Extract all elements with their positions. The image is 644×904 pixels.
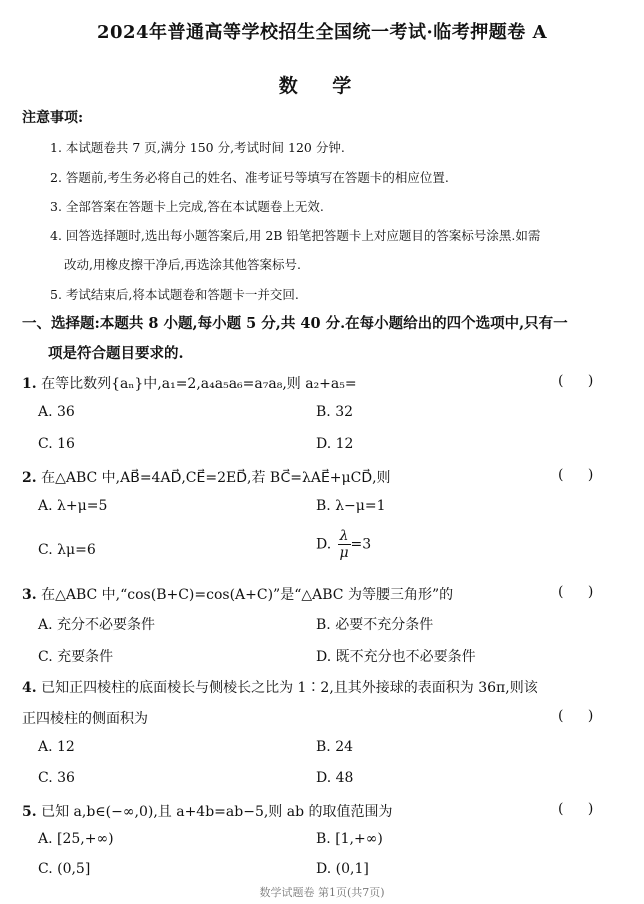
option-d: D. (0,1] [316, 861, 369, 877]
answer-paren: ( ) [558, 467, 594, 483]
option-b: B. [1,+∞) [316, 831, 383, 847]
exam-title: 2024年普通高等学校招生全国统一考试·临考押题卷 A [96, 22, 548, 43]
fraction-tail: =3 [350, 536, 372, 553]
option-b: B. 24 [316, 739, 354, 755]
question-stem: 在△ABC 中,AB⃗=4AD⃗,CE⃗=2ED⃗,若 BC⃗=λAE⃗+μCD⃗,则 [41, 470, 391, 486]
notice-item-continued: 改动,用橡皮擦干净后,再选涂其他答案标号. [64, 257, 301, 272]
option-d: D. 既不充分也不必要条件 [316, 649, 476, 665]
question-4-continued: 正四棱柱的侧面积为 [22, 711, 148, 727]
page-footer: 数学试题卷 第1页(共7页) [259, 886, 385, 899]
option-d [316, 528, 371, 561]
fraction-numerator: λ [339, 528, 349, 544]
option-c: C. (0,5] [38, 861, 91, 877]
fraction [338, 528, 351, 561]
notice-item: 2. 答题前,考生务必将自己的姓名、准考证号等填写在答题卡的相应位置. [50, 170, 449, 185]
option-b: B. 32 [316, 404, 354, 420]
answer-paren: ( ) [558, 801, 594, 817]
notice-item: 5. 考试结束后,将本试题卷和答题卡一并交回. [50, 287, 299, 302]
answer-paren: ( ) [558, 373, 594, 389]
option-c: C. λμ=6 [38, 542, 96, 558]
notice-item: 4. 回答选择题时,选出每小题答案后,用 2B 铅笔把答题卡上对应题目的答案标号涂黑.如需 [50, 228, 541, 243]
section-heading-continued: 项是符合题目要求的. [48, 345, 184, 362]
option-d-label: D. [316, 536, 336, 553]
fraction-denominator: μ [339, 545, 349, 561]
subject-title: 数 学 [278, 75, 366, 97]
question-stem: 在等比数列{aₙ}中,a₁=2,a₄a₅a₆=a₇a₈,则 a₂+a₅= [41, 376, 357, 392]
question-2 [22, 467, 391, 487]
option-a: A. λ+μ=5 [38, 498, 108, 514]
option-c: C. 16 [38, 436, 75, 452]
section-heading: 一、选择题:本题共 8 小题,每小题 5 分,共 40 分.在每小题给出的四个选项中,只有一 [22, 315, 568, 332]
question-4 [22, 677, 538, 697]
option-d: D. 48 [316, 770, 354, 786]
option-b: B. λ−μ=1 [316, 498, 386, 514]
question-number: 2. [22, 470, 37, 486]
option-c: C. 充要条件 [38, 649, 114, 665]
answer-paren: ( ) [558, 708, 594, 724]
option-a: A. [25,+∞) [38, 831, 114, 847]
question-5 [22, 801, 393, 821]
option-d: D. 12 [316, 436, 354, 452]
question-number: 5. [22, 804, 37, 820]
question-number: 4. [22, 680, 37, 696]
question-stem: 已知 a,b∈(−∞,0),且 a+4b=ab−5,则 ab 的取值范围为 [41, 804, 393, 820]
option-b: B. 必要不充分条件 [316, 617, 434, 633]
option-a: A. 36 [38, 404, 75, 420]
option-a: A. 12 [38, 739, 75, 755]
option-c: C. 36 [38, 770, 75, 786]
question-number: 1. [22, 376, 37, 392]
question-stem: 在△ABC 中,“cos(B+C)=cos(A+C)”是“△ABC 为等腰三角形”的 [41, 587, 454, 603]
question-number: 3. [22, 587, 37, 603]
question-3 [22, 584, 453, 604]
notice-item: 1. 本试题卷共 7 页,满分 150 分,考试时间 120 分钟. [50, 140, 345, 155]
option-a: A. 充分不必要条件 [38, 617, 156, 633]
notice-heading: 注意事项: [22, 110, 84, 126]
question-stem: 已知正四棱柱的底面棱长与侧棱长之比为 1∶2,且其外接球的表面积为 36π,则该 [41, 680, 538, 696]
notice-item: 3. 全部答案在答题卡上完成,答在本试题卷上无效. [50, 199, 324, 214]
answer-paren: ( ) [558, 584, 594, 600]
question-1 [22, 373, 357, 393]
